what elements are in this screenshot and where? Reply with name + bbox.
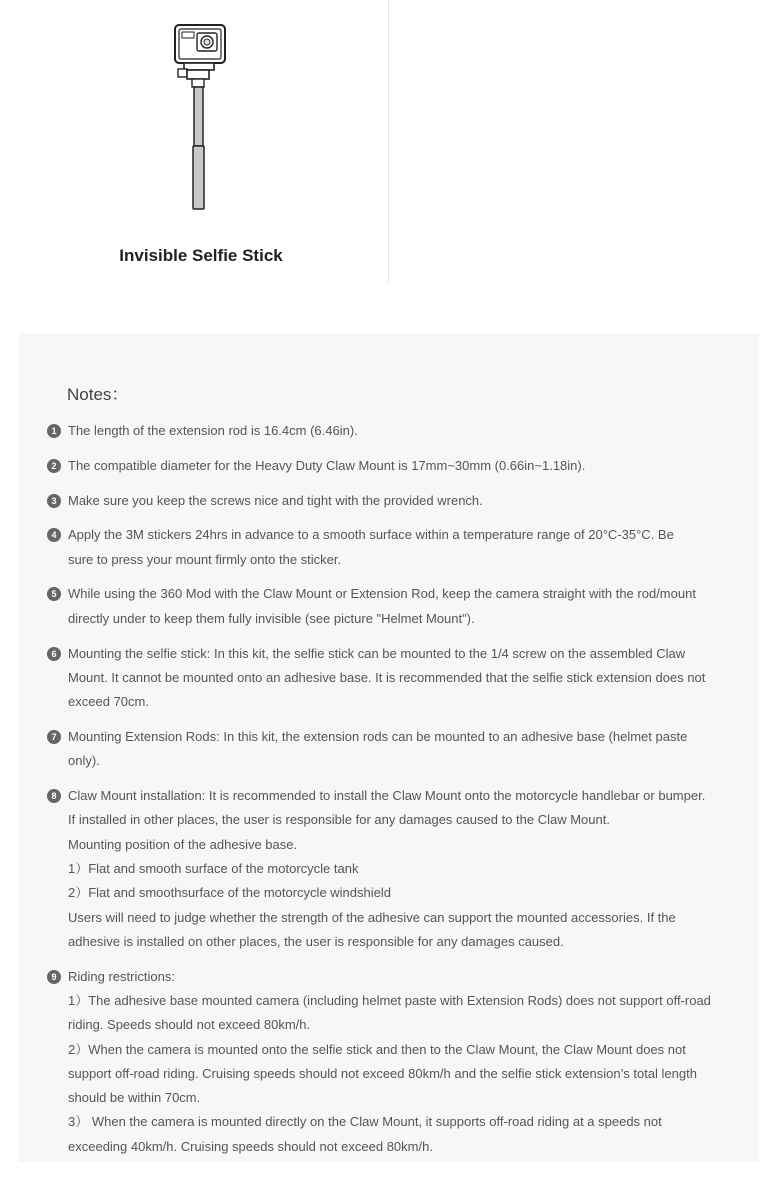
note-text-line: If installed in other places, the user is responsible for any damages caused to the Claw Mount. [68,812,610,828]
note-item [47,784,747,954]
note-text-line: While using the 360 Mod with the Claw Mount or Extension Rod, keep the camera straight with the rod/mount [68,586,696,602]
note-item [47,965,747,1159]
note-text-line: Users will need to judge whether the strength of the adhesive can support the mounted accessories. If the [68,909,676,925]
product-title: Invisible Selfie Stick [119,246,283,265]
note-item [47,582,747,631]
note-item [47,489,747,513]
note-number-badge: 7 [47,730,61,744]
note-item [47,642,747,715]
note-text-line: Mounting the selfie stick: In this kit, the selfie stick can be mounted to the 1/4 screw on the assembled Claw [68,645,686,661]
note-text-line: Riding restrictions: [68,968,175,984]
note-number-badge: 3 [47,494,61,508]
note-number-badge: 6 [47,647,61,661]
note-text-line: Apply the 3M stickers 24hrs in advance to a smooth surface within a temperature range of 20°C-35°C. Be [68,527,674,543]
note-number-badge: 2 [47,459,61,473]
note-text-line: 1）Flat and smooth surface of the motorcycle tank [68,860,359,876]
note-number-badge: 4 [47,528,61,542]
notes-heading: Notes： [67,385,129,404]
note-text-line: adhesive is installed on other places, the user is responsible for any damages caused. [68,933,564,949]
selfie-stick-image [170,22,232,212]
note-text-line: exceed 70cm. [68,694,149,710]
note-text-line: sure to press your mount firmly onto the sticker. [68,551,342,567]
note-text-line: Mounting position of the adhesive base. [68,836,298,852]
note-number-badge: 8 [47,789,61,803]
note-text-line: 1）The adhesive base mounted camera (including helmet paste with Extension Rods) does not support off-road [68,992,711,1008]
note-number-badge: 1 [47,424,61,438]
note-item [47,725,747,774]
note-text-line: The length of the extension rod is 16.4cm (6.46in). [68,423,358,438]
column-divider [388,0,389,283]
note-text-line: exceeding 40km/h. Cruising speeds should not exceed 80km/h. [68,1138,433,1154]
note-number-badge: 9 [47,970,61,984]
note-text-line: Claw Mount installation: It is recommended to install the Claw Mount onto the motorcycle handlebar or bumper. [68,788,706,804]
notes-panel [19,333,759,1162]
note-item [47,454,747,478]
note-text-line: should be within 70cm. [68,1090,201,1106]
note-text-line: support off-road riding. Cruising speeds should not exceed 80km/h and the selfie stick extension’s total length [68,1065,697,1081]
note-text-line: only). [68,753,100,769]
note-text-line: riding. Speeds should not exceed 80km/h. [68,1017,311,1033]
note-item [47,419,747,443]
note-text-line: The compatible diameter for the Heavy Duty Claw Mount is 17mm~30mm (0.66in~1.18in). [68,457,586,473]
note-text-line: 2）When the camera is mounted onto the selfie stick and then to the Claw Mount, the Claw Mount does not [68,1041,686,1057]
note-item [47,523,747,572]
note-text-line: Mount. It cannot be mounted onto an adhesive base. It is recommended that the selfie stick extension does not [68,669,706,685]
product-section [0,0,778,333]
notes-list [47,419,747,1170]
note-text-line: 2）Flat and smoothsurface of the motorcycle windshield [68,885,391,901]
note-number-badge: 5 [47,587,61,601]
note-text-line: Make sure you keep the screws nice and tight with the provided wrench. [68,492,483,508]
note-text-line: 3） When the camera is mounted directly on the Claw Mount, it supports off-road riding at a speeds not [68,1114,662,1130]
note-text-line: Mounting Extension Rods: In this kit, the extension rods can be mounted to an adhesive base (helmet paste [68,728,688,744]
note-text-line: directly under to keep them fully invisible (see picture "Helmet Mount"). [68,610,475,626]
